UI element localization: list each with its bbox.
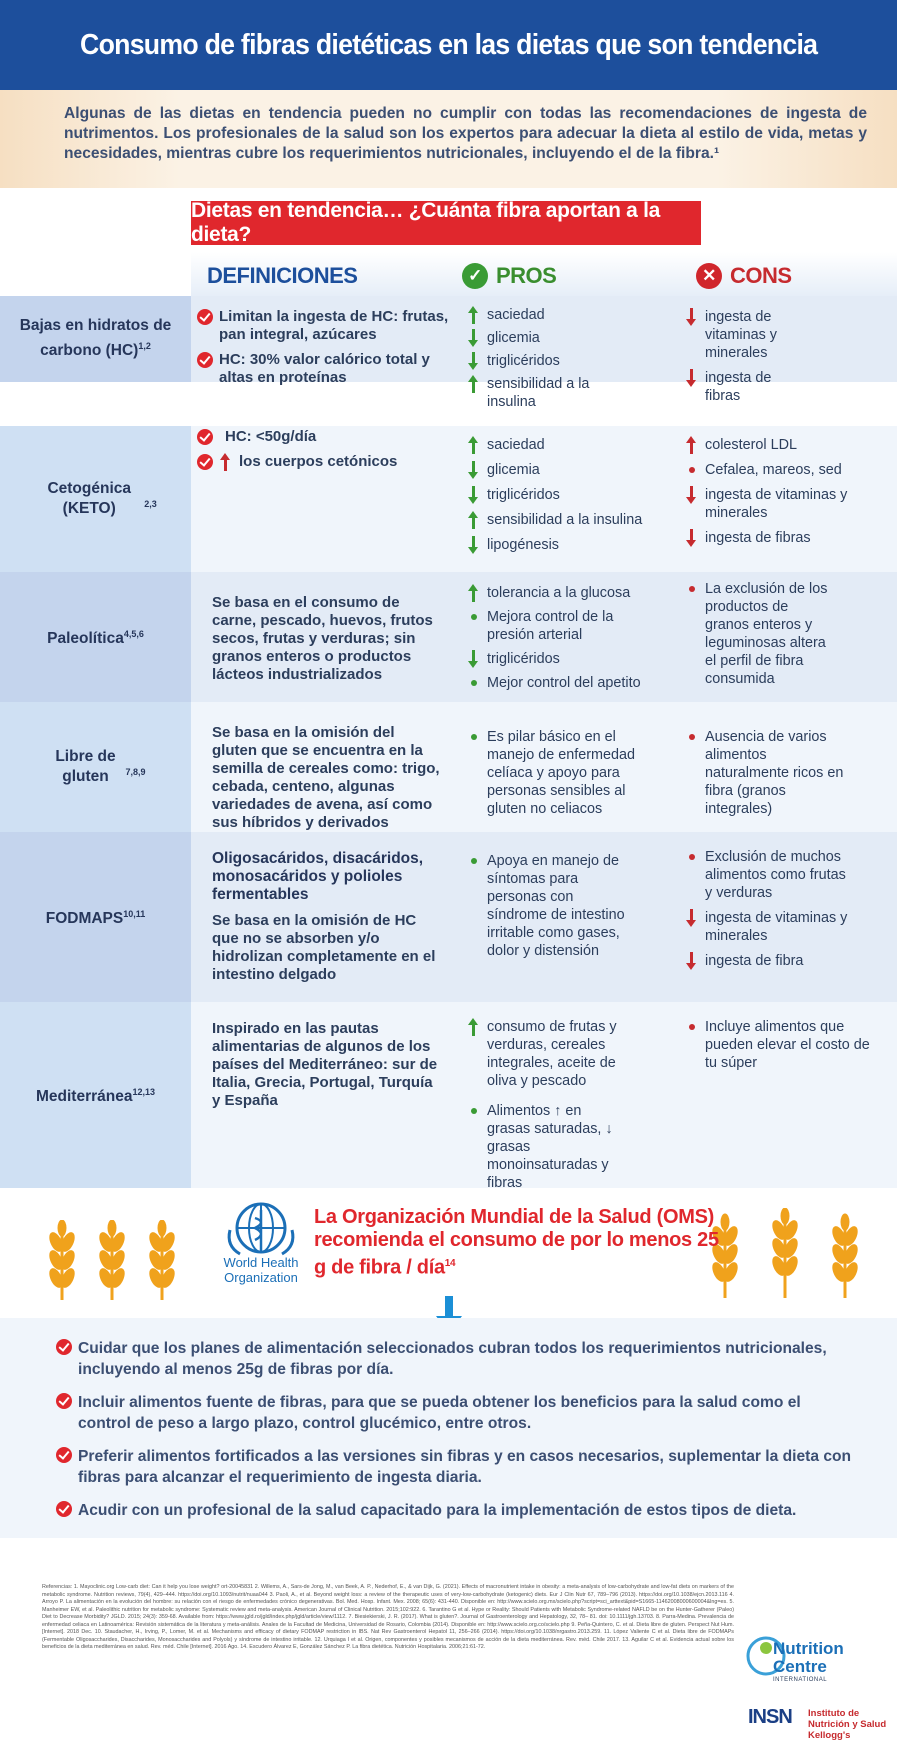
nutrition-centre-sub: INTERNATIONAL xyxy=(773,1677,828,1683)
recommendations-section xyxy=(0,1318,897,1538)
who-org-name: World Health Organization xyxy=(223,1255,299,1285)
diet-name: FODMAPS$^{10,11}$ xyxy=(0,832,191,1002)
insn-logo: INSN xyxy=(748,1706,792,1728)
diet-name: Mediterránea$^{12,13}$ xyxy=(0,1002,191,1188)
check-bullet-icon xyxy=(56,1447,72,1463)
diet-name: Paleolítica$^{4,5,6}$ xyxy=(0,572,191,702)
column-header-definitions xyxy=(207,256,357,296)
arrow-down-icon xyxy=(685,369,701,387)
bullet-icon xyxy=(467,608,483,626)
column-header-pros-label: PROS xyxy=(496,263,557,288)
cross-icon: ✕ xyxy=(696,263,722,289)
intro-text: Algunas de las dietas en tendencia pueden no cumplir con todas las recomendaciones de ingesta de nutrimentos. Los profesionales de la salud son los expertos para adecuar la dieta al estilo de vida, metas y necesidades, mientras cubre los requerimientos nutricionales, incluyendo el de la fibra.¹ xyxy=(64,105,867,162)
bullet-icon xyxy=(467,852,483,870)
bullet-icon xyxy=(685,848,701,866)
check-bullet-icon xyxy=(197,309,213,325)
cons-cell: ingesta de vitaminas y minerales ingesta de fibras xyxy=(685,308,885,412)
arrow-up-icon xyxy=(467,436,483,454)
intro-section xyxy=(0,90,897,188)
arrow-up-icon xyxy=(467,584,483,602)
definition-cell: Se basa en la omisión del gluten que se encuentra en la semilla de cereales como: trigo, cebada, centeno, algunas variedades de avena, así como sus híbridos y derivados xyxy=(212,724,440,831)
column-header-cons xyxy=(696,256,792,296)
pros-cell: saciedad glicemia triglicéridos sensibilidad a la insulina xyxy=(467,306,685,416)
arrow-down-icon xyxy=(467,536,483,554)
arrow-up-icon xyxy=(467,306,483,324)
page-title: Consumo de fibras dietéticas en las dietas que son tendencia xyxy=(79,28,818,61)
pros-cell: Apoya en manejo de síntomas para personas con síndrome de intestino irritable como gases, dolor y distensión xyxy=(467,852,685,967)
diet-row-paleo xyxy=(0,572,897,702)
diet-name: Libre de gluten $^{7,8,9}$ xyxy=(0,702,191,832)
check-bullet-icon xyxy=(197,429,213,445)
list-item: Acudir con un profesional de la salud capacitado para la implementación de estos tipos de dieta. xyxy=(56,1500,857,1521)
cons-cell: Incluye alimentos que pueden elevar el costo de tu súper xyxy=(685,1018,885,1079)
arrow-up-icon xyxy=(685,436,701,454)
arrow-up-icon xyxy=(467,511,483,529)
arrow-down-icon xyxy=(685,952,701,970)
bullet-icon xyxy=(467,728,483,746)
arrow-up-icon xyxy=(219,453,235,471)
cons-cell: Exclusión de muchos alimentos como frutas y verduras ingesta de vitaminas y minerales ingesta de fibra xyxy=(685,848,885,977)
arrow-down-icon xyxy=(685,308,701,326)
list-item: Incluir alimentos fuente de fibras, para que se pueda obtener los beneficios para la salud como el control de peso a largo plazo, control glucémico, entre otros. xyxy=(56,1392,857,1434)
definition-cell: Limitan la ingesta de HC: frutas, pan integral, azúcares HC: 30% valor calórico total y altas en proteínas xyxy=(191,308,453,394)
diet-row-gluten-free xyxy=(0,702,897,832)
bullet-icon xyxy=(685,580,701,598)
arrow-down-icon xyxy=(467,329,483,347)
check-bullet-icon xyxy=(56,1501,72,1517)
definition-cell: Se basa en el consumo de carne, pescado, huevos, frutos secos, frutas y verduras; sin granos enteros o productos lácteos industrializados xyxy=(212,594,433,683)
check-bullet-icon xyxy=(197,352,213,368)
pros-cell: consumo de frutas y verduras, cereales integrales, aceite de oliva y pescado Alimentos ↑ en grasas saturadas, ↓ grasas monoinsaturadas y fibras xyxy=(467,1018,685,1199)
diet-row-mediterranean xyxy=(0,1002,897,1191)
column-header-cons-label: CONS xyxy=(730,263,792,288)
section-banner xyxy=(191,201,701,245)
arrow-down-icon xyxy=(467,650,483,668)
references-text: Referencias: 1. Mayoclinic.org Low-carb diet: Can it help you lose weight? ort-20045831 2. Willems, A., Sars-de Jong, M., van Beek, A. P., Nederhof, E., & van Dijk, G. (2021). Effects of macronutrient intake in obesity: a meta-analysis of low-carbohydrate and low-fat diets on markers of the metabolic syndrome. Nutrition reviews, 79(4), 429–444. https://doi.org/10.1093/nutrit/nuaa044 3. Paoli, A., et al. Beyond weight loss: a review of the therapeutic uses of very-low-carbohydrate (ketogenic) diets. Eur J Clin Nutr 67, 789–796 (2013). https://doi.org/10.1038/ejcn.2013.116 4. Arroyo P. La alimentación en la evolución del hombre: su relación con el riesgo de enfermedades crónico degenerativas. Bol. Med. Hosp. Infant. Mex. 2008; 65(6): 431-440. Disponible en: http://www.scielo.org.mx/scielo.php?script=sci_arttext&pid=S1665-11462008000600004&lng=es. 5. Manheimer EW, et al. Paleolithic nutrition for metabolic syndrome: Systematic review and meta-analysis. American Journal of Clinical Nutrition. 2015;102:922. 6. Tarantino G et al. Hype or Reality: Should Patients with Metabolic Syndrome-related NAFLD be on the Hunter-Gatherer (Paleo) Diet to Decrease Morbidity? JGLD. 2015; 24(3): 359-68. Available from: https://www.jgld.ro/jgld/index.php/jgld/article/view/1112. 7. Biesiekierski, J. R. (2017). What is gluten?. Journal of Gastroenterology and Hepatology, 32, 78– 81. doi: 10.1111/jgh.13703. 8. Parra-Medina. Prevalencia de enfermedad celiaca en Latinoamérica: Revisión sistemática de la literatura y meta-análisis. Anales de la Facultad de Medicina, Universidad de Rosario, Colombia (2014). Disponible en: http://www.scielo.org.co/scielo.php 9. Peña-Quintero, C. et al. Dieta libre de gluten. Perspect Nut Hum. [Internet]. 2018 Dec. 10. Staudacher, H., Irving, P., Lomer, M. et al. Mechanisms and efficacy of dietary FODMAP restriction in IBS. Nat Rev Gastroenterol Hepatol 11, 256–266 (2014). https://doi.org/10.1038/nrgastro.2013.259. 11. López Valiente C et al. Dieta libre de FODMAPs (Fermentable Oligosaccharides, Disaccharides, Monosaccharides and Polyols) y síndrome de intestino irritable. 12. Urquiaga I et al. Origen, componentes y posibles mecanismos de acción de la dieta mediterránea. Rev. méd. Chile 2017. 13. Aguilar C et al. Evidencia actual sobre los beneficios de la dieta mediterránea en salud. Rev. méd. Chile [Internet]. 2016 Ago. 14. Escudero Álvarez E, González Sánchez P. La fibra dietética. Nutrición Hospitalaria. 2006;21:61-72. xyxy=(42,1584,734,1650)
list-item: Preferir alimentos fortificados a las versiones sin fibras y en casos necesarios, suplementar la dieta con fibras para alcanzar el requerimiento de ingesta diaria. xyxy=(56,1446,857,1488)
cons-cell: colesterol LDL Cefalea, mareos, sed ingesta de vitaminas y minerales ingesta de fibras xyxy=(685,436,885,554)
column-header-pros xyxy=(462,256,556,296)
pros-cell: saciedad glicemia triglicéridos sensibilidad a la insulina lipogénesis xyxy=(467,436,685,561)
page-header xyxy=(0,0,897,90)
arrow-down-icon xyxy=(685,909,701,927)
who-recommendation: La Organización Mundial de la Salud (OMS) recomienda el consumo de por lo menos 25 g de fibra / día$^{14}$ xyxy=(314,1206,719,1279)
diet-name: Bajas en hidratos de carbono (HC)$^{1,2}$ xyxy=(0,296,191,382)
definition-cell: HC: <50g/día los cuerpos cetónicos xyxy=(191,428,453,478)
pros-cell: tolerancia a la glucosa Mejora control de la presión arterial triglicéridos Mejor control del apetito xyxy=(467,584,685,698)
bullet-icon xyxy=(685,728,701,746)
instituto-kelloggs: Instituto de Nutrición y Salud Kellogg's xyxy=(808,1708,887,1741)
diet-row-fodmaps xyxy=(0,832,897,1002)
check-bullet-icon xyxy=(56,1339,72,1355)
diet-name: Cetogénica (KETO) $^{2,3}$ xyxy=(0,426,191,572)
arrow-down-icon xyxy=(685,529,701,547)
arrow-down-icon xyxy=(467,486,483,504)
cons-cell: La exclusión de los productos de granos enteros y leguminosas altera el perfil de fibra consumida xyxy=(685,580,885,695)
pros-cell: Es pilar básico en el manejo de enfermedad celíaca y apoyo para personas sensibles al gluten no celiacos xyxy=(467,728,685,825)
check-icon: ✓ xyxy=(462,263,488,289)
cons-cell: Ausencia de varios alimentos naturalmente ricos en fibra (granos integrales) xyxy=(685,728,885,825)
check-bullet-icon xyxy=(56,1393,72,1409)
arrow-down-icon xyxy=(467,352,483,370)
bullet-icon xyxy=(685,461,701,479)
list-item: Cuidar que los planes de alimentación seleccionados cubran todos los requerimientos nutricionales, incluyendo al menos 25g de fibras por día. xyxy=(56,1338,857,1380)
definition-cell: Oligosacáridos, disacáridos, monosacáridos y polioles fermentables Se basa en la omisión de HC que no se absorben y/o hidrolizan completamente en el intestino delgado xyxy=(212,850,436,983)
arrow-down-icon xyxy=(685,486,701,504)
definition-cell: Inspirado en las pautas alimentarias de algunos de los países del Mediterráneo: sur de Italia, Grecia, Portugal, Turquía y España xyxy=(212,1020,438,1109)
nutrition-centre-name: Nutrition Centre xyxy=(773,1639,844,1676)
bullet-icon xyxy=(467,1102,483,1120)
wheat-icon-left xyxy=(40,1220,200,1300)
bullet-icon xyxy=(467,674,483,692)
section-banner-text: Dietas en tendencia… ¿Cuánta fibra aportan a la dieta? xyxy=(191,199,661,246)
arrow-up-icon xyxy=(467,375,483,393)
arrow-down-icon xyxy=(467,461,483,479)
column-header-definitions-label: DEFINICIONES xyxy=(207,263,358,288)
bullet-icon xyxy=(685,1018,701,1036)
diet-row-keto xyxy=(0,426,897,572)
diet-row-low-carb xyxy=(0,296,897,410)
arrow-up-icon xyxy=(467,1018,483,1036)
check-bullet-icon xyxy=(197,454,213,470)
